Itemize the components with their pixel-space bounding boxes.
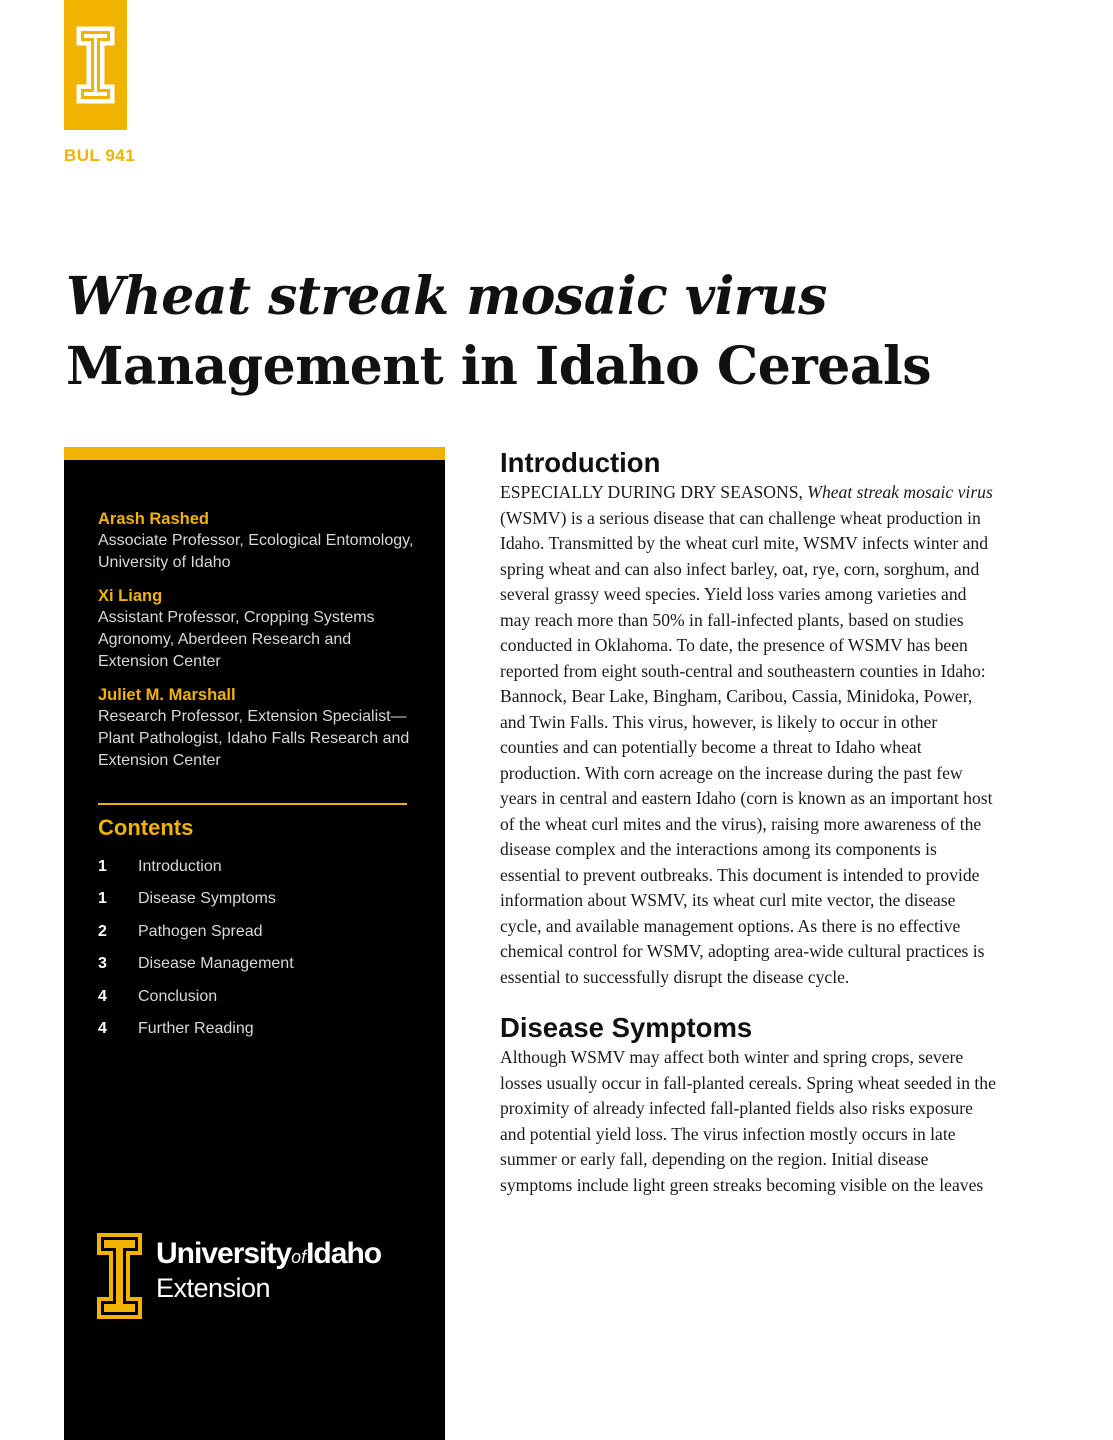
university-i-logo-icon (76, 26, 115, 104)
author-name: Juliet M. Marshall (98, 686, 236, 704)
toc-label: Disease Management (138, 955, 294, 973)
main-content (500, 446, 1000, 1198)
title-line-italic: Wheat streak mosaic virus (66, 266, 827, 327)
author-title: Assistant Professor, Cropping Systems Agronomy, Aberdeen Research and Extension Center (98, 609, 375, 670)
toc-item[interactable] (98, 955, 398, 987)
author-list (98, 508, 418, 783)
university-extension-logo (97, 1233, 381, 1319)
intro-body-text: (WSMV) is a serious disease that can challenge wheat production in Idaho. Transmitted by the wheat curl mite, WSMV infects winter and spring wheat and can also infect barley, oat, rye, corn, sorghum, and several grassy weed species. Yield loss varies among varieties and may reach more than 50% in fall-infected plants, based on studies conducted in Oklahoma. To date, the presence of WSMV has been reported from eight south-central and southeastern counties in Idaho: Bannock, Bear Lake, Bingham, Caribou, Cassia, Minidoka, Power, and Twin Falls. This virus, however, is likely to occur in other counties and can potentially become a threat to Idaho wheat production. With corn acreage on the increase during the past few years in central and eastern Idaho (corn is known as an important host of the wheat curl mites and the virus), raising more awareness of the disease complex and the interactions among its components is essential to prevent outbreaks. This document is intended to provide information about WSMV, its wheat curl mite vector, the disease cycle, and available management options. As there is no effective chemical control for WSMV, adopting area-wide cultural practices is essential to successfully disrupt the disease cycle. (500, 507, 993, 987)
author-name: Arash Rashed (98, 510, 209, 528)
toc-item[interactable] (98, 923, 398, 955)
toc-item[interactable] (98, 890, 398, 922)
disease-symptoms-paragraph: Although WSMV may affect both winter and spring crops, severe losses usually occur in fall-planted cereals. Spring wheat seeded in the proximity of already infected fall-planted fields also risks exposure and potential yield loss. The virus infection mostly occurs in late summer or early fall, depending on the region. Initial disease symptoms include light green streaks becoming visible on the leaves (500, 1047, 996, 1195)
author-entry (98, 684, 418, 772)
author-title: Research Professor, Extension Specialist—Plant Pathologist, Idaho Falls Research and Extension Center (98, 708, 410, 769)
toc-item[interactable] (98, 1020, 398, 1052)
toc-page-number: 4 (98, 1019, 107, 1037)
logo-word-idaho: Idaho (306, 1237, 382, 1270)
logo-word-university: University (156, 1237, 292, 1270)
toc-page-number: 1 (98, 858, 107, 875)
section-heading-introduction: Introduction (500, 447, 661, 478)
author-sidebar (64, 447, 445, 1440)
university-i-logo-icon (97, 1233, 142, 1319)
intro-lead-text: ESPECIALLY DURING DRY SEASONS, (500, 482, 808, 502)
toc-label: Further Reading (138, 1019, 254, 1037)
section-heading-disease-symptoms: Disease Symptoms (500, 1012, 753, 1043)
author-entry (98, 585, 418, 673)
toc-item[interactable] (98, 988, 398, 1020)
introduction-paragraph (500, 480, 1000, 990)
page-title (66, 262, 931, 402)
toc-item[interactable] (98, 858, 398, 890)
contents-heading: Contents (98, 815, 194, 840)
logo-wordmark (156, 1233, 381, 1303)
toc-page-number: 3 (98, 955, 107, 973)
bulletin-number: BUL 941 (64, 146, 136, 165)
author-entry (98, 508, 418, 574)
intro-italic-virus-name: Wheat streak mosaic virus (807, 482, 993, 502)
table-of-contents (98, 858, 398, 1052)
toc-label: Disease Symptoms (138, 890, 276, 908)
toc-page-number: 4 (98, 987, 107, 1005)
divider (98, 803, 407, 805)
toc-page-number: 2 (98, 922, 107, 940)
title-line-main: Management in Idaho Cereals (66, 336, 932, 397)
author-name: Xi Liang (98, 587, 163, 605)
logo-university-line (156, 1238, 381, 1273)
toc-page-number: 1 (98, 890, 107, 908)
logo-word-of: of (291, 1247, 307, 1267)
toc-label: Conclusion (138, 987, 218, 1005)
toc-label: Introduction (138, 858, 222, 875)
logo-extension-line: Extension (156, 1273, 271, 1303)
author-title: Associate Professor, Ecological Entomology, University of Idaho (98, 532, 414, 571)
university-tab (64, 0, 127, 130)
toc-label: Pathogen Spread (138, 922, 263, 940)
